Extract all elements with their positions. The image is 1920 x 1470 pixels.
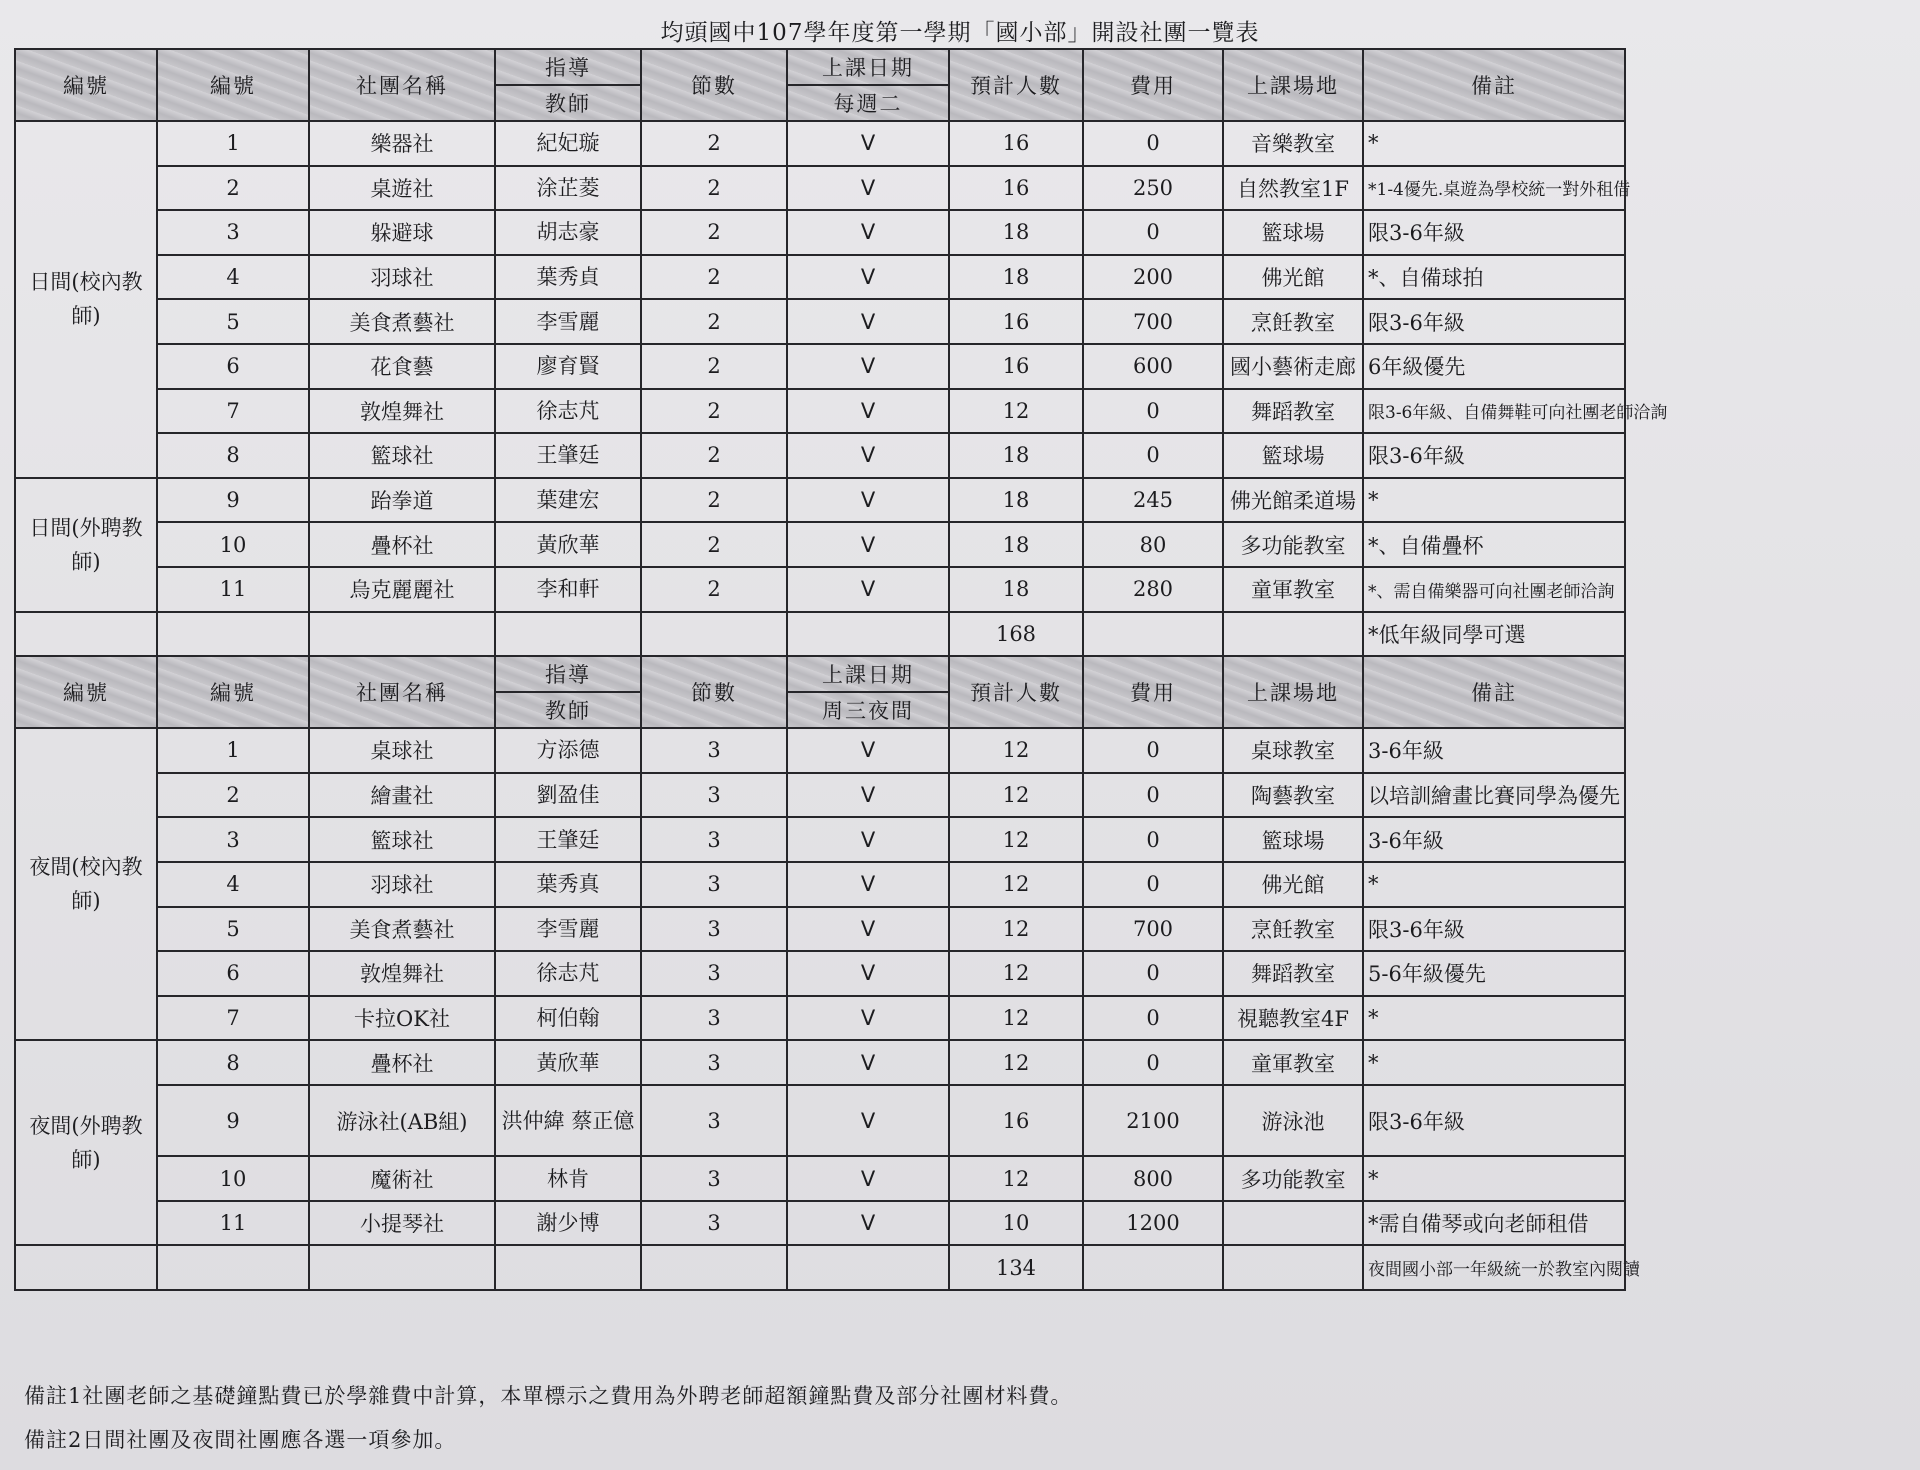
club-notes: 限3-6年級 — [1363, 433, 1625, 478]
header-date-bottom: 每週二 — [787, 85, 949, 121]
class-day-check-mark: V — [787, 1085, 949, 1156]
club-name: 羽球社 — [309, 255, 495, 300]
club-notes: 5-6年級優先 — [1363, 951, 1625, 996]
club-teacher: 王肇廷 — [495, 817, 641, 862]
club-venue: 佛光館 — [1223, 255, 1363, 300]
club-notes: 限3-6年級 — [1363, 210, 1625, 255]
header-teacher-top: 指導 — [495, 656, 641, 692]
club-teacher: 葉秀貞 — [495, 255, 641, 300]
club-fee: 0 — [1083, 862, 1223, 907]
table-row — [15, 1156, 1877, 1201]
club-periods: 2 — [641, 389, 787, 434]
header-number: 編號 — [157, 656, 309, 728]
club-notes: 限3-6年級 — [1363, 907, 1625, 952]
club-teacher: 林肯 — [495, 1156, 641, 1201]
club-number: 11 — [157, 1201, 309, 1246]
empty-cell — [309, 1245, 495, 1290]
club-periods: 2 — [641, 478, 787, 523]
club-name: 桌遊社 — [309, 166, 495, 211]
club-expected-count: 18 — [949, 478, 1083, 523]
table-row — [15, 773, 1877, 818]
club-periods: 3 — [641, 951, 787, 996]
club-name: 魔術社 — [309, 1156, 495, 1201]
empty-cell — [15, 1245, 157, 1290]
club-expected-count: 12 — [949, 389, 1083, 434]
club-periods: 3 — [641, 773, 787, 818]
club-periods: 2 — [641, 344, 787, 389]
club-expected-count: 12 — [949, 1156, 1083, 1201]
table-header-row — [15, 656, 1877, 692]
club-notes: *1-4優先.桌遊為學校統一對外租借 — [1363, 166, 1625, 211]
club-teacher: 李雪麗 — [495, 907, 641, 952]
club-teacher: 李雪麗 — [495, 299, 641, 344]
club-name: 美食煮藝社 — [309, 299, 495, 344]
club-number: 7 — [157, 996, 309, 1041]
club-teacher: 謝少博 — [495, 1201, 641, 1246]
club-fee: 245 — [1083, 478, 1223, 523]
group-label: 夜間(校內教師) — [15, 728, 157, 1040]
class-day-check-mark: V — [787, 255, 949, 300]
club-name: 美食煮藝社 — [309, 907, 495, 952]
club-venue: 音樂教室 — [1223, 121, 1363, 166]
table-row — [15, 389, 1877, 434]
club-teacher: 涂芷菱 — [495, 166, 641, 211]
club-venue: 童軍教室 — [1223, 1040, 1363, 1085]
club-periods: 2 — [641, 433, 787, 478]
club-fee: 250 — [1083, 166, 1223, 211]
club-venue: 佛光館柔道場 — [1223, 478, 1363, 523]
club-name: 小提琴社 — [309, 1201, 495, 1246]
club-teacher: 柯伯翰 — [495, 996, 641, 1041]
class-day-check-mark: V — [787, 996, 949, 1041]
club-venue: 自然教室1F — [1223, 166, 1363, 211]
club-name: 跆拳道 — [309, 478, 495, 523]
club-notes: *、需自備樂器可向社團老師洽詢 — [1363, 567, 1625, 612]
club-expected-count: 18 — [949, 433, 1083, 478]
club-venue — [1223, 1201, 1363, 1246]
club-notes: 3-6年級 — [1363, 728, 1625, 773]
club-periods: 2 — [641, 121, 787, 166]
header-group: 編號 — [15, 656, 157, 728]
empty-cell — [787, 612, 949, 657]
total-expected-count: 134 — [949, 1245, 1083, 1290]
table-row — [15, 1040, 1877, 1085]
club-periods: 2 — [641, 255, 787, 300]
club-venue: 桌球教室 — [1223, 728, 1363, 773]
club-name: 籃球社 — [309, 817, 495, 862]
club-venue: 舞蹈教室 — [1223, 951, 1363, 996]
club-number: 1 — [157, 728, 309, 773]
empty-cell — [495, 1245, 641, 1290]
club-fee: 700 — [1083, 907, 1223, 952]
club-expected-count: 12 — [949, 728, 1083, 773]
table-row — [15, 1085, 1877, 1156]
club-expected-count: 12 — [949, 862, 1083, 907]
club-notes: * — [1363, 1156, 1625, 1201]
class-day-check-mark: V — [787, 567, 949, 612]
empty-cell — [641, 1245, 787, 1290]
club-notes: * — [1363, 121, 1625, 166]
club-venue: 籃球場 — [1223, 210, 1363, 255]
header-periods: 節數 — [641, 49, 787, 121]
empty-cell — [641, 612, 787, 657]
club-teacher: 廖育賢 — [495, 344, 641, 389]
club-fee: 0 — [1083, 433, 1223, 478]
club-name: 繪畫社 — [309, 773, 495, 818]
header-date-bottom: 周三夜間 — [787, 692, 949, 728]
empty-cell — [157, 1245, 309, 1290]
club-venue: 多功能教室 — [1223, 1156, 1363, 1201]
club-fee: 0 — [1083, 996, 1223, 1041]
club-number: 10 — [157, 522, 309, 567]
club-number: 9 — [157, 1085, 309, 1156]
club-fee: 0 — [1083, 210, 1223, 255]
empty-cell — [309, 612, 495, 657]
club-number: 4 — [157, 862, 309, 907]
club-expected-count: 10 — [949, 1201, 1083, 1246]
header-number: 編號 — [157, 49, 309, 121]
club-periods: 2 — [641, 166, 787, 211]
total-row — [15, 1245, 1877, 1290]
club-notes: 6年級優先 — [1363, 344, 1625, 389]
club-notes: * — [1363, 996, 1625, 1041]
table-row — [15, 299, 1877, 344]
club-venue: 烹飪教室 — [1223, 299, 1363, 344]
header-periods: 節數 — [641, 656, 787, 728]
group-label: 日間(外聘教師) — [15, 478, 157, 612]
club-number: 6 — [157, 344, 309, 389]
table-row — [15, 951, 1877, 996]
header-notes: 備註 — [1363, 49, 1625, 121]
club-notes: *需自備琴或向老師租借 — [1363, 1201, 1625, 1246]
class-day-check-mark: V — [787, 210, 949, 255]
club-number: 4 — [157, 255, 309, 300]
total-expected-count: 168 — [949, 612, 1083, 657]
club-periods: 3 — [641, 1040, 787, 1085]
empty-cell — [1083, 1245, 1223, 1290]
club-venue: 多功能教室 — [1223, 522, 1363, 567]
club-teacher: 葉秀真 — [495, 862, 641, 907]
table-row — [15, 996, 1877, 1041]
footer-note-1: 備註1社團老師之基礎鐘點費已於學雜費中計算，本單標示之費用為外聘老師超額鐘點費及部分社團材料費。 — [24, 1384, 1073, 1408]
table-row — [15, 478, 1877, 523]
club-venue: 國小藝術走廊 — [1223, 344, 1363, 389]
club-teacher: 葉建宏 — [495, 478, 641, 523]
club-teacher: 黃欣華 — [495, 1040, 641, 1085]
header-teacher-bottom: 教師 — [495, 692, 641, 728]
club-name: 樂器社 — [309, 121, 495, 166]
club-venue: 舞蹈教室 — [1223, 389, 1363, 434]
club-expected-count: 18 — [949, 567, 1083, 612]
club-expected-count: 16 — [949, 166, 1083, 211]
club-name: 敦煌舞社 — [309, 389, 495, 434]
class-day-check-mark: V — [787, 522, 949, 567]
club-teacher: 徐志芃 — [495, 951, 641, 996]
club-name: 疊杯社 — [309, 522, 495, 567]
club-periods: 2 — [641, 210, 787, 255]
table-row — [15, 344, 1877, 389]
header-fee: 費用 — [1083, 656, 1223, 728]
club-fee: 0 — [1083, 951, 1223, 996]
club-notes: 以培訓繪畫比賽同學為優先 — [1363, 773, 1625, 818]
club-teacher: 徐志芃 — [495, 389, 641, 434]
club-notes: 3-6年級 — [1363, 817, 1625, 862]
header-fee: 費用 — [1083, 49, 1223, 121]
club-fee: 0 — [1083, 773, 1223, 818]
club-periods: 3 — [641, 907, 787, 952]
club-teacher: 紀妃璇 — [495, 121, 641, 166]
class-day-check-mark: V — [787, 389, 949, 434]
club-notes: *、自備疊杯 — [1363, 522, 1625, 567]
group-label: 夜間(外聘教師) — [15, 1040, 157, 1245]
header-expected-count: 預計人數 — [949, 656, 1083, 728]
club-fee: 0 — [1083, 1040, 1223, 1085]
total-row — [15, 612, 1877, 657]
club-number: 3 — [157, 817, 309, 862]
club-expected-count: 12 — [949, 907, 1083, 952]
club-teacher: 洪仲緯 蔡正億 — [495, 1085, 641, 1156]
total-notes: *低年級同學可選 — [1363, 612, 1625, 657]
table-row — [15, 433, 1877, 478]
total-notes: 夜間國小部一年級統一於教室內閱讀 — [1363, 1245, 1625, 1290]
club-expected-count: 18 — [949, 255, 1083, 300]
class-day-check-mark: V — [787, 344, 949, 389]
class-day-check-mark: V — [787, 478, 949, 523]
header-venue: 上課場地 — [1223, 49, 1363, 121]
club-number: 1 — [157, 121, 309, 166]
club-notes: 限3-6年級 — [1363, 1085, 1625, 1156]
club-name: 疊杯社 — [309, 1040, 495, 1085]
club-number: 2 — [157, 166, 309, 211]
club-name: 敦煌舞社 — [309, 951, 495, 996]
class-day-check-mark: V — [787, 773, 949, 818]
club-periods: 2 — [641, 522, 787, 567]
header-teacher-top: 指導 — [495, 49, 641, 85]
class-day-check-mark: V — [787, 1156, 949, 1201]
club-name: 躲避球 — [309, 210, 495, 255]
club-expected-count: 16 — [949, 121, 1083, 166]
club-number: 7 — [157, 389, 309, 434]
club-number: 2 — [157, 773, 309, 818]
club-periods: 2 — [641, 567, 787, 612]
club-periods: 3 — [641, 1156, 787, 1201]
table-row — [15, 817, 1877, 862]
header-notes: 備註 — [1363, 656, 1625, 728]
club-name: 卡拉OK社 — [309, 996, 495, 1041]
club-fee: 0 — [1083, 728, 1223, 773]
table-row — [15, 255, 1877, 300]
club-teacher: 李和軒 — [495, 567, 641, 612]
club-periods: 3 — [641, 728, 787, 773]
club-number: 8 — [157, 1040, 309, 1085]
header-teacher-bottom: 教師 — [495, 85, 641, 121]
club-periods: 2 — [641, 299, 787, 344]
page-title: 均頭國中107學年度第一學期「國小部」開設社團一覽表 — [660, 20, 1260, 46]
empty-cell — [1223, 1245, 1363, 1290]
club-number: 11 — [157, 567, 309, 612]
header-date-top: 上課日期 — [787, 49, 949, 85]
class-day-check-mark: V — [787, 121, 949, 166]
class-day-check-mark: V — [787, 728, 949, 773]
club-number: 5 — [157, 907, 309, 952]
empty-cell — [1083, 612, 1223, 657]
header-club-name: 社團名稱 — [309, 49, 495, 121]
club-name: 羽球社 — [309, 862, 495, 907]
header-expected-count: 預計人數 — [949, 49, 1083, 121]
table-row — [15, 210, 1877, 255]
club-name: 桌球社 — [309, 728, 495, 773]
club-name: 游泳社(AB組) — [309, 1085, 495, 1156]
club-periods: 3 — [641, 1085, 787, 1156]
club-fee: 200 — [1083, 255, 1223, 300]
club-name: 花食藝 — [309, 344, 495, 389]
club-name: 籃球社 — [309, 433, 495, 478]
club-fee: 280 — [1083, 567, 1223, 612]
club-expected-count: 12 — [949, 996, 1083, 1041]
club-teacher: 劉盈佳 — [495, 773, 641, 818]
table-row — [15, 121, 1877, 166]
empty-cell — [495, 612, 641, 657]
table-row — [15, 862, 1877, 907]
club-number: 5 — [157, 299, 309, 344]
class-day-check-mark: V — [787, 433, 949, 478]
club-venue: 陶藝教室 — [1223, 773, 1363, 818]
table-row — [15, 728, 1877, 773]
club-number: 10 — [157, 1156, 309, 1201]
club-venue: 佛光館 — [1223, 862, 1363, 907]
class-day-check-mark: V — [787, 1201, 949, 1246]
empty-cell — [787, 1245, 949, 1290]
class-day-check-mark: V — [787, 907, 949, 952]
club-expected-count: 16 — [949, 299, 1083, 344]
club-venue: 童軍教室 — [1223, 567, 1363, 612]
club-expected-count: 16 — [949, 1085, 1083, 1156]
club-notes: 限3-6年級、自備舞鞋可向社團老師洽詢 — [1363, 389, 1625, 434]
club-teacher: 胡志豪 — [495, 210, 641, 255]
club-venue: 烹飪教室 — [1223, 907, 1363, 952]
group-label: 日間(校內教師) — [15, 121, 157, 478]
header-group: 編號 — [15, 49, 157, 121]
empty-cell — [15, 612, 157, 657]
club-notes: * — [1363, 1040, 1625, 1085]
club-expected-count: 12 — [949, 773, 1083, 818]
club-table — [14, 48, 1878, 1291]
empty-cell — [157, 612, 309, 657]
club-teacher: 王肇廷 — [495, 433, 641, 478]
club-fee: 0 — [1083, 121, 1223, 166]
club-fee: 80 — [1083, 522, 1223, 567]
club-name: 烏克麗麗社 — [309, 567, 495, 612]
club-number: 9 — [157, 478, 309, 523]
class-day-check-mark: V — [787, 862, 949, 907]
club-periods: 3 — [641, 817, 787, 862]
table-row — [15, 567, 1877, 612]
class-day-check-mark: V — [787, 951, 949, 996]
club-fee: 0 — [1083, 817, 1223, 862]
class-day-check-mark: V — [787, 1040, 949, 1085]
club-fee: 800 — [1083, 1156, 1223, 1201]
class-day-check-mark: V — [787, 299, 949, 344]
club-notes: * — [1363, 862, 1625, 907]
empty-cell — [1223, 612, 1363, 657]
table-row — [15, 166, 1877, 211]
club-number: 6 — [157, 951, 309, 996]
club-notes: 限3-6年級 — [1363, 299, 1625, 344]
club-fee: 0 — [1083, 389, 1223, 434]
club-fee: 600 — [1083, 344, 1223, 389]
club-notes: * — [1363, 478, 1625, 523]
table-row — [15, 1201, 1877, 1246]
club-expected-count: 12 — [949, 1040, 1083, 1085]
club-venue: 視聽教室4F — [1223, 996, 1363, 1041]
club-expected-count: 12 — [949, 817, 1083, 862]
club-venue: 游泳池 — [1223, 1085, 1363, 1156]
club-expected-count: 16 — [949, 344, 1083, 389]
club-periods: 3 — [641, 1201, 787, 1246]
class-day-check-mark: V — [787, 166, 949, 211]
header-date-top: 上課日期 — [787, 656, 949, 692]
class-day-check-mark: V — [787, 817, 949, 862]
club-venue: 籃球場 — [1223, 817, 1363, 862]
club-fee: 700 — [1083, 299, 1223, 344]
table-row — [15, 522, 1877, 567]
club-number: 3 — [157, 210, 309, 255]
club-teacher: 方添德 — [495, 728, 641, 773]
table-header-row — [15, 49, 1877, 85]
club-expected-count: 18 — [949, 210, 1083, 255]
club-fee: 2100 — [1083, 1085, 1223, 1156]
club-teacher: 黃欣華 — [495, 522, 641, 567]
club-fee: 1200 — [1083, 1201, 1223, 1246]
club-number: 8 — [157, 433, 309, 478]
club-periods: 3 — [641, 996, 787, 1041]
club-expected-count: 18 — [949, 522, 1083, 567]
club-notes: *、自備球拍 — [1363, 255, 1625, 300]
footer-note-2: 備註2日間社團及夜間社團應各選一項參加。 — [24, 1428, 457, 1452]
club-expected-count: 12 — [949, 951, 1083, 996]
header-venue: 上課場地 — [1223, 656, 1363, 728]
club-venue: 籃球場 — [1223, 433, 1363, 478]
club-periods: 3 — [641, 862, 787, 907]
table-row — [15, 907, 1877, 952]
header-club-name: 社團名稱 — [309, 656, 495, 728]
